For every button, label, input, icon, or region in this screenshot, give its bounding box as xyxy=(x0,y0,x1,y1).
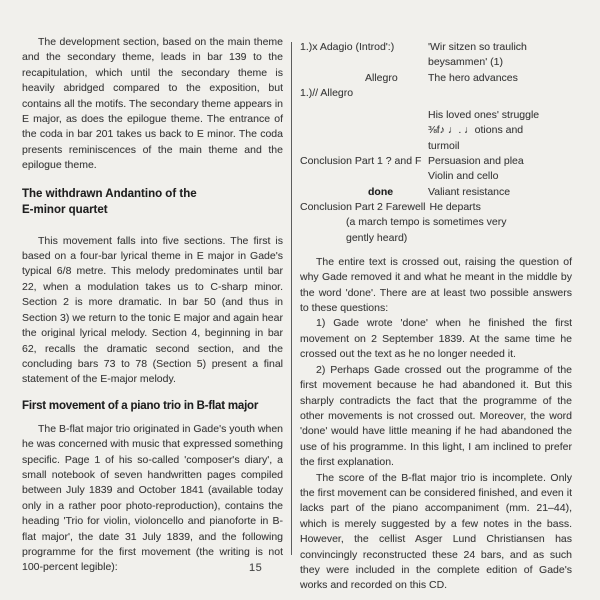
programme-row xyxy=(300,71,572,86)
paragraph-score-incomplete: The score of the B-flat major trio is incomplete. Only the first movement can be considered finished, and even it lacks part of the piano accompaniment (mm. 21–44), which is merely suggested by a few notes in the bass. However, the cellist Asger Lund Christiansen has convincingly reconstructed these 24 bars, and as such they were included in the complete edition of Gade's works and recorded on this CD. xyxy=(300,471,572,592)
programme-label-done: done xyxy=(368,185,394,198)
page-number: 15 xyxy=(249,562,263,574)
programme-label: Conclusion Part 1 ? and F xyxy=(300,155,422,168)
paragraph-explanation-2: 2) Perhaps Gade crossed out the programme of the first movement because he had abandoned it. But this sharply contradicts the fact that the programme of the other movements is not crossed out. Moreover, the word 'done' would have little meaning if he had abandoned the use of his programme. In this light, I am inclined to prefer the first explanation. xyxy=(300,363,572,469)
programme-note xyxy=(300,215,546,246)
programme-value xyxy=(428,185,572,200)
programme-value-line: He departs xyxy=(429,200,481,213)
programme-value-line: turmoil xyxy=(428,139,460,152)
programme-row xyxy=(300,154,572,185)
right-column xyxy=(300,40,572,594)
column-divider xyxy=(291,42,292,555)
programme-label: 1.)x Adagio (Introd':) xyxy=(300,41,395,53)
programme-label: 1.)// Allegro xyxy=(300,86,354,99)
paragraph-trio-origin: The B-flat major trio originated in Gade's youth when he was concerned with music that expressed something specific. Page 1 of his so-called 'composer's diary', a small notebook of seven handwritten pages compiled between July 1839 and October 1841 (available today only in a rather poor photo-reproduction), contains the heading 'Trio for violin, violoncello and pianoforte in B-flat major', the date 31 July 1839, and the following programme for the first movement (the writing is not 100-percent legible): xyxy=(22,422,283,574)
programme-note-line: gently heard) xyxy=(346,231,408,244)
paragraph-development-section: The development section, based on the main theme and the secondary theme, leads in bar 139 to the recapitulation, which until the secondary theme is heavily abridged compared to the exposition, but contains all the motifs. The secondary theme appears in E major, as does the epilogue theme. The entrance of the coda in bar 201 takes us back to E minor. The coda presents reminiscences of the main theme and the epilogue theme. xyxy=(22,36,283,172)
paragraph-explanation-1: 1) Gade wrote 'done' when he finished the first movement on 2 September 1839. At the same time he crossed out the text as he no longer needed it. xyxy=(300,317,572,361)
left-column xyxy=(22,35,283,576)
programme-table xyxy=(300,40,572,246)
programme-value xyxy=(428,108,572,154)
programme-value xyxy=(428,71,572,86)
programme-value-line: Valiant resistance xyxy=(428,185,511,198)
heading-first-movement-trio: First movement of a piano trio in B-flat major xyxy=(22,399,259,412)
programme-value xyxy=(428,40,572,71)
programme-value xyxy=(429,200,572,215)
programme-value-line: beysammen' (1) xyxy=(428,56,503,69)
paragraph-crossed-out: The entire text is crossed out, raising the question of why Gade removed it and what he meant in the middle by the word 'done'. There are at least two possible answers to these questions: xyxy=(300,255,572,315)
heading-withdrawn-andantino xyxy=(22,186,283,218)
programme-value-line: His loved ones' struggle xyxy=(428,109,540,122)
programme-value-line: Violin and cello xyxy=(428,170,499,183)
programme-label: Conclusion Part 2 Farewell xyxy=(300,200,426,213)
programme-value-line: Persuasion and plea xyxy=(428,155,524,168)
programme-label: Allegro xyxy=(365,71,398,84)
programme-row xyxy=(300,200,572,215)
heading-line: The withdrawn Andantino of the xyxy=(22,187,197,200)
programme-value-line: 'Wir sitzen so traulich xyxy=(428,41,527,53)
heading-line: E-minor quartet xyxy=(22,203,108,216)
programme-value xyxy=(428,154,572,185)
programme-row xyxy=(300,40,572,71)
rhythm-notation: ⅜f♪ ♩. ♩otions and xyxy=(428,124,524,137)
programme-note-line: (a march tempo is sometimes very xyxy=(346,216,507,229)
programme-value-line: The hero advances xyxy=(428,71,518,84)
programme-row xyxy=(300,86,572,101)
programme-row xyxy=(300,108,572,154)
programme-row xyxy=(300,185,572,200)
paragraph-andantino-analysis: This movement falls into five sections. The first is based on a four-bar lyrical theme in E major in Gade's typical 6/8 metre. This melody predominates until bar 22, when a modulation takes us to C-sharp minor. Section 2 is more dramatic. In bar 50 (and thus in Section 3) we return to the tonic E major and again hear the original lyrical melody. Section 4, beginning in bar 62, recalls the dramatic second section, and the concluding bars 73 to 78 (Section 5) present a final statement of the E-major melody. xyxy=(22,234,283,386)
